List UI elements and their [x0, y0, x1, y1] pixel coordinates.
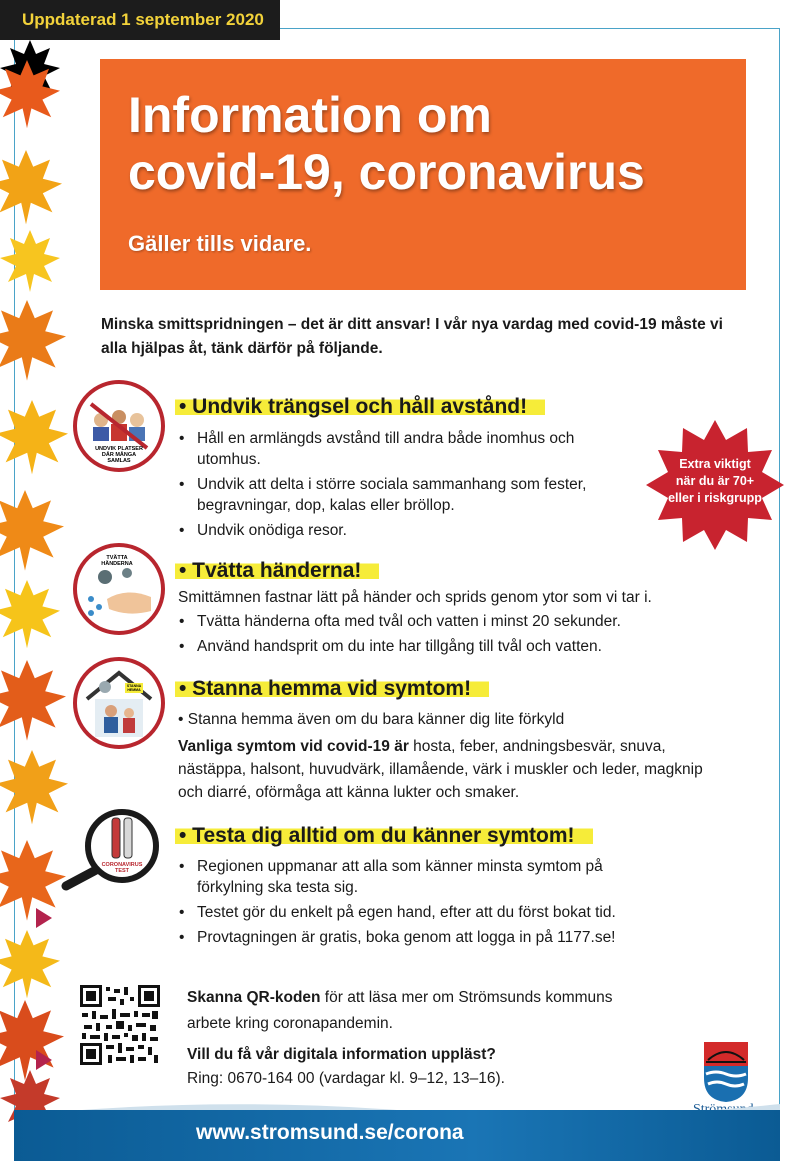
qr-description: Skanna QR-koden för att läsa mer om Strömsunds kommuns arbete kring coronapandemin.: [187, 989, 613, 1032]
list-item: • Provtagningen är gratis, boka genom att logga in på 1177.se!: [177, 927, 667, 948]
footer-url-link[interactable]: www.stromsund.se/corona: [196, 1121, 464, 1144]
svg-text:HEMMA: HEMMA: [127, 688, 141, 692]
coronavirus-test-icon: [58, 808, 168, 892]
section-crowds: [175, 393, 545, 421]
symptoms-text: Vanliga symtom vid covid-19 är hosta, feber, andningsbesvär, snuva, nästäppa, halsont, huvudvärk, illamående, värk i muskler och leder, magknip och diarré, oförmåga att känna lukter och smaker.: [178, 738, 703, 801]
list-item: • Tvätta händerna ofta med tvål och vatten i minst 20 sekunder.: [177, 611, 717, 632]
section-test-heading: • Testa dig alltid om du känner symtom!: [175, 824, 593, 847]
svg-text:UNDVIK PLATSER: UNDVIK PLATSER: [95, 446, 143, 452]
section-wash-heading: • Tvätta händerna!: [175, 559, 379, 582]
section-wash-list: [177, 611, 717, 661]
audio-question: Vill du få vår digitala information uppläst?: [187, 1046, 496, 1063]
page-title: [128, 87, 738, 201]
risk-group-badge-text: Extra viktigt när du är 70+ eller i riskgrupp: [668, 457, 762, 505]
list-item: • Testet gör du enkelt på egen hand, efter att du först bokat tid.: [177, 902, 667, 923]
section-wash-text: Smittämnen fastnar lätt på händer och sprids genom ytor som vi tar i.: [178, 589, 652, 606]
svg-text:SAMLAS: SAMLAS: [107, 458, 131, 464]
list-item: • Undvik att delta i större sociala sammanhang som fester, begravningar, dop, kalas eller bröllop.: [177, 474, 629, 516]
list-item: • Regionen uppmanar att alla som känner minsta symtom på förkylning ska testa sig.: [177, 856, 667, 898]
wash-hands-icon: [73, 543, 165, 635]
svg-text:CORONAVIRUS: CORONAVIRUS: [101, 862, 143, 868]
section-test: [175, 822, 593, 850]
svg-text:DÄR MÅNGA: DÄR MÅNGA: [101, 452, 137, 458]
list-item: • Håll en armlängds avstånd till andra både inomhus och utomhus.: [177, 428, 629, 470]
svg-text:HÄNDERNA: HÄNDERNA: [101, 561, 133, 567]
update-date-label: Uppdaterad 1 september 2020: [0, 0, 280, 40]
autumn-leaves-decoration: [0, 40, 70, 1160]
section-stay-home-line: • Stanna hemma även om du bara känner dig lite förkyld: [178, 711, 565, 728]
phone-info: Ring: 0670-164 00 (vardagar kl. 9–12, 13–16).: [187, 1070, 505, 1087]
list-item: • Undvik onödiga resor.: [177, 520, 629, 541]
svg-text:TVÄTTA: TVÄTTA: [106, 555, 128, 561]
stay-home-icon: [73, 657, 165, 749]
title-line-2: covid-19, coronavirus: [128, 144, 645, 200]
section-crowds-list: [177, 428, 629, 545]
section-wash: [175, 557, 379, 585]
page-subtitle: Gäller tills vidare.: [128, 231, 312, 256]
svg-text:STANNA: STANNA: [126, 684, 142, 688]
section-stay-home: [175, 675, 489, 703]
header-banner: [100, 59, 746, 290]
list-item: • Använd handsprit om du inte har tillgång till tvål och vatten.: [177, 636, 717, 657]
section-stay-home-heading: • Stanna hemma vid symtom!: [175, 677, 489, 700]
section-test-list: [177, 856, 667, 952]
section-crowds-heading: • Undvik trängsel och håll avstånd!: [175, 395, 545, 418]
avoid-crowds-icon: [73, 380, 165, 472]
intro-text: Minska smittspridningen – det är ditt ansvar! I vår nya vardag med covid-19 måste vi alla hjälpas åt, tänk därför på följande.: [101, 316, 723, 357]
title-line-1: Information om: [128, 87, 492, 143]
qr-code[interactable]: [80, 985, 160, 1065]
svg-text:TEST: TEST: [114, 868, 130, 874]
